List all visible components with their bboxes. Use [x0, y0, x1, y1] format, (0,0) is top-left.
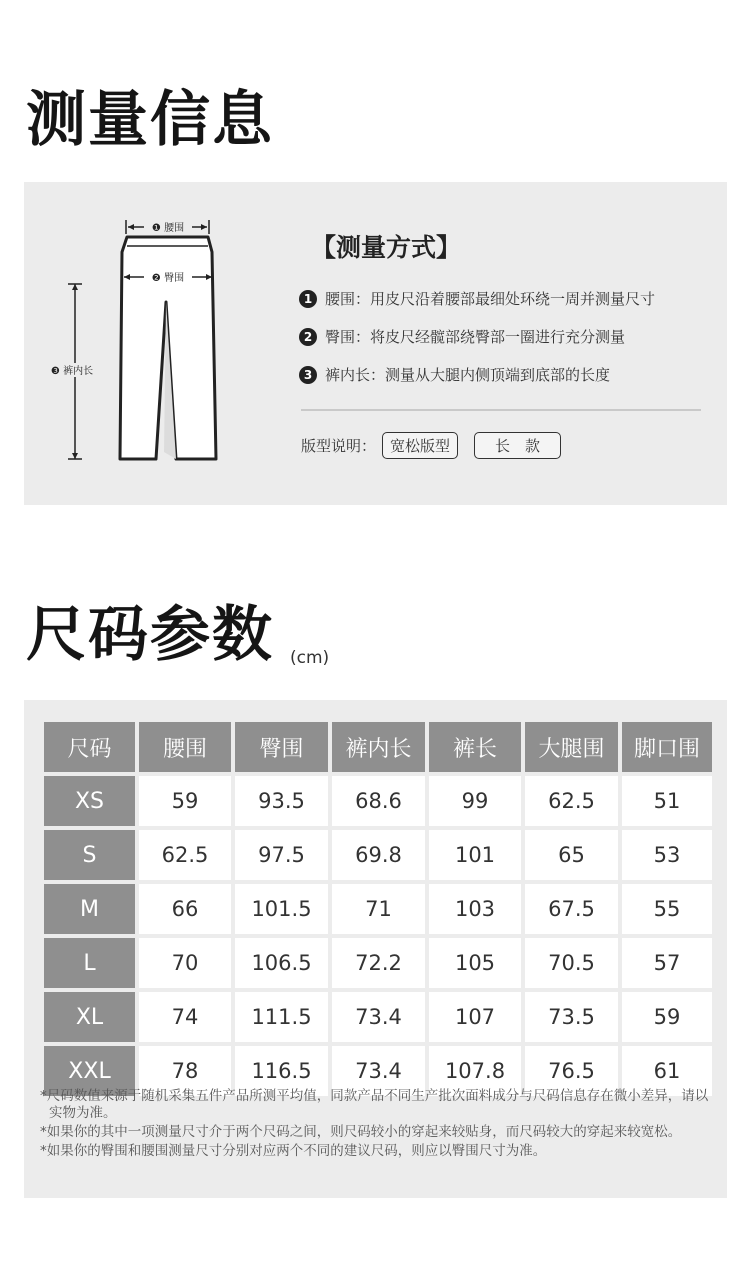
table-cell: 70: [139, 938, 231, 988]
header-cell: 腰围: [139, 722, 231, 772]
table-cell: 59: [139, 776, 231, 826]
unit-label: (cm): [290, 648, 330, 668]
fit-label: 版型说明：: [301, 437, 377, 455]
table-cell: 103: [429, 884, 521, 934]
number-badge-icon: 3: [299, 366, 317, 384]
table-cell: 73.5: [525, 992, 618, 1042]
table-cell: 65: [525, 830, 618, 880]
table-cell: 61: [622, 1046, 712, 1096]
note-text: *如果你的臀围和腰围测量尺寸分别对应两个不同的建议尺码，则应以臀围尺寸为准。: [40, 1143, 547, 1159]
measurement-info-title: 测量信息: [26, 85, 274, 155]
method-item-inseam: [299, 364, 610, 385]
method-text: 臀围：将皮尺经髋部绕臀部一圈进行充分测量: [325, 328, 626, 346]
header-cell: 裤内长: [332, 722, 425, 772]
inseam-label: ❸ 裤内长: [50, 366, 94, 377]
fit-tag-loose: 宽松版型: [382, 432, 458, 459]
size-params-title: 尺码参数: [26, 600, 274, 670]
table-cell: 107: [429, 992, 521, 1042]
table-cell: 62.5: [525, 776, 618, 826]
table-row: [44, 938, 712, 988]
header-cell: 尺码: [44, 722, 135, 772]
table-cell: 53: [622, 830, 712, 880]
table-cell: 71: [332, 884, 425, 934]
header-cell: 脚口围: [622, 722, 712, 772]
table-cell: 105: [429, 938, 521, 988]
fit-tag-length: 长 款: [474, 432, 561, 459]
table-row: [44, 776, 712, 826]
method-item-waist: [299, 288, 655, 309]
table-cell: 116.5: [235, 1046, 328, 1096]
table-cell: 72.2: [332, 938, 425, 988]
number-badge-icon: 2: [299, 328, 317, 346]
method-item-hip: [299, 326, 625, 347]
table-cell: 106.5: [235, 938, 328, 988]
waist-label: ❶ 腰围: [151, 223, 185, 234]
size-cell: S: [44, 830, 135, 880]
table-cell: 101.5: [235, 884, 328, 934]
table-cell: 69.8: [332, 830, 425, 880]
hip-label: ❷ 臀围: [151, 273, 185, 284]
number-badge-icon: 1: [299, 290, 317, 308]
table-cell: 67.5: [525, 884, 618, 934]
size-cell: M: [44, 884, 135, 934]
size-cell: L: [44, 938, 135, 988]
table-cell: 68.6: [332, 776, 425, 826]
table-cell: 93.5: [235, 776, 328, 826]
method-text: 裤内长：测量从大腿内侧顶端到底部的长度: [325, 366, 611, 384]
header-cell: 大腿围: [525, 722, 618, 772]
fit-description: [301, 432, 561, 459]
table-cell: 76.5: [525, 1046, 618, 1096]
header-cell: 臀围: [235, 722, 328, 772]
table-cell: 57: [622, 938, 712, 988]
table-cell: 51: [622, 776, 712, 826]
divider: [301, 409, 701, 411]
measure-method-heading: 【测量方式】: [311, 233, 462, 262]
table-cell: 55: [622, 884, 712, 934]
table-cell: 62.5: [139, 830, 231, 880]
table-cell: 101: [429, 830, 521, 880]
size-table: [40, 718, 716, 1100]
table-row: [44, 830, 712, 880]
table-cell: 59: [622, 992, 712, 1042]
table-cell: 66: [139, 884, 231, 934]
table-header-row: [44, 722, 712, 772]
table-row: [44, 884, 712, 934]
table-cell: 73.4: [332, 992, 425, 1042]
table-cell: 107.8: [429, 1046, 521, 1096]
size-table-panel: [24, 700, 727, 1198]
method-text: 腰围：用皮尺沿着腰部最细处环绕一周并测量尺寸: [325, 290, 656, 308]
note-text: *如果你的其中一项测量尺寸介于两个尺码之间，则尺码较小的穿起来较贴身，而尺码较大的穿起来较宽松。: [40, 1124, 682, 1140]
table-cell: 97.5: [235, 830, 328, 880]
size-notes: [40, 1088, 715, 1162]
pants-diagram-icon: [24, 182, 284, 505]
measurement-panel: [24, 182, 727, 505]
table-cell: 99: [429, 776, 521, 826]
header-cell: 裤长: [429, 722, 521, 772]
table-row: [44, 992, 712, 1042]
table-cell: 70.5: [525, 938, 618, 988]
table-cell: 111.5: [235, 992, 328, 1042]
size-cell: XS: [44, 776, 135, 826]
table-cell: 74: [139, 992, 231, 1042]
table-cell: 73.4: [332, 1046, 425, 1096]
table-cell: 78: [139, 1046, 231, 1096]
size-cell: XXL: [44, 1046, 135, 1096]
size-cell: XL: [44, 992, 135, 1042]
note-text: *尺码数值来源于随机采集五件产品所测平均值，同款产品不同生产批次面料成分与尺码信息存在微小差异，请以实物为准。: [40, 1088, 709, 1121]
